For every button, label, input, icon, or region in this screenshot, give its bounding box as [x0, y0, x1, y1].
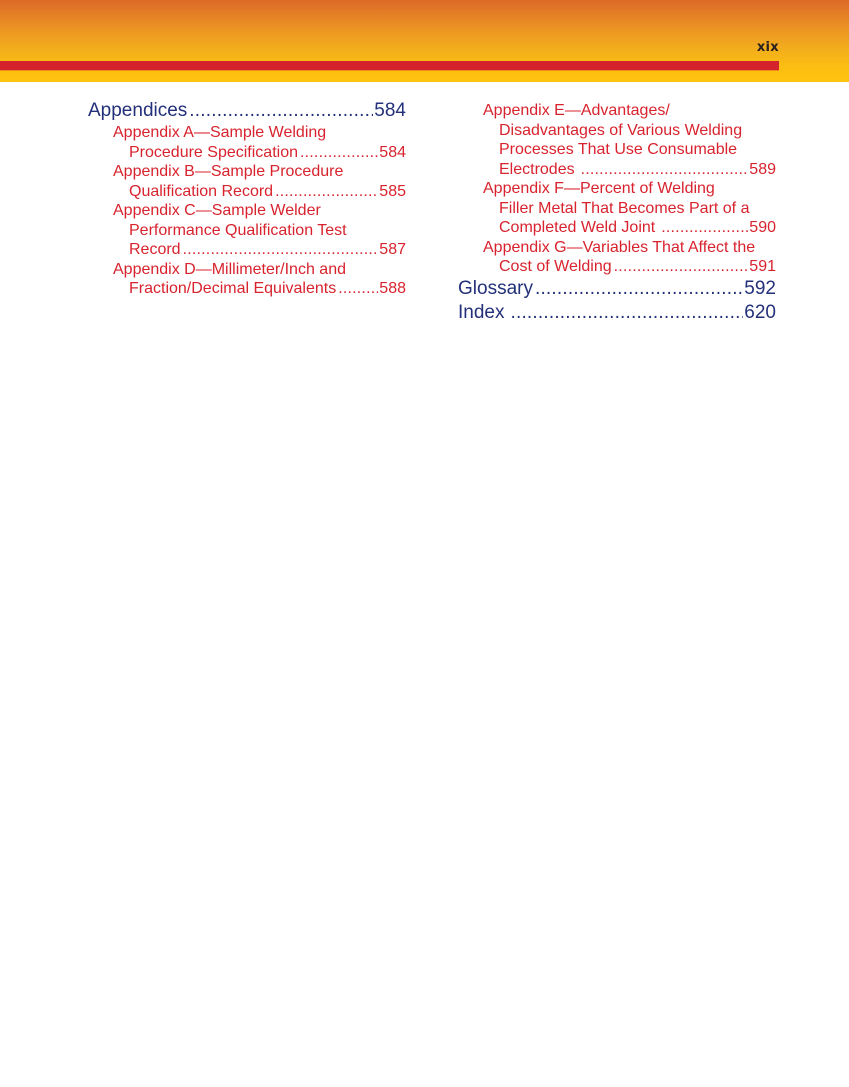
dot-leader [614, 257, 749, 277]
toc-page-number: 584 [374, 100, 406, 121]
toc-page-number: 592 [744, 277, 776, 299]
toc-page-number: 620 [744, 301, 776, 323]
dot-leader [510, 301, 743, 325]
toc-entry-title: Appendix E—Advantages/ [483, 102, 670, 119]
toc-entry-title-cont: Fraction/Decimal Equivalents [129, 280, 337, 297]
toc-entry-title: Appendix B—Sample Procedure [113, 163, 344, 180]
toc-entry-appendix-e[interactable] [458, 101, 776, 179]
toc-entry-title-cont: Performance Qualification Test [129, 221, 347, 239]
toc-entry-appendices[interactable] [88, 99, 406, 123]
dot-leader [275, 182, 378, 202]
toc-entry-appendix-a[interactable] [88, 123, 406, 162]
header-red-stripe [0, 61, 779, 70]
page-header-band [0, 0, 849, 82]
toc-page-number: 590 [749, 219, 776, 236]
toc-page-number: 587 [379, 241, 406, 258]
toc-entry-appendix-b[interactable] [88, 162, 406, 201]
toc-entry-title-cont: Completed Weld Joint [499, 219, 656, 236]
dot-leader [581, 160, 749, 180]
page-number: xix [756, 40, 779, 55]
dot-leader [183, 240, 379, 260]
dot-leader [338, 279, 378, 299]
toc-entry-title-cont: Cost of Welding [499, 258, 612, 275]
toc-entry-appendix-c[interactable] [88, 201, 406, 260]
dot-leader [189, 99, 373, 123]
toc-entry-title: Index [458, 301, 505, 323]
toc-entry-title-cont: Record [129, 241, 181, 258]
toc-entry-index[interactable] [458, 301, 776, 325]
toc-entry-glossary[interactable] [458, 277, 776, 301]
toc-column-left [88, 99, 406, 299]
dot-leader [300, 143, 378, 163]
toc-page-number: 591 [749, 258, 776, 275]
toc-page-number: 585 [379, 182, 406, 200]
toc-page-number: 589 [749, 160, 776, 178]
toc-column-right [458, 101, 776, 325]
toc-entry-title: Appendix F—Percent of Welding [483, 180, 715, 197]
toc-entry-title: Appendices [88, 100, 188, 121]
dot-leader [535, 277, 743, 301]
toc-page-number: 588 [379, 280, 406, 297]
toc-page-number: 584 [379, 143, 406, 161]
toc-entry-title-cont: Qualification Record [129, 182, 274, 200]
dot-leader [661, 218, 748, 238]
toc-entry-title: Appendix A—Sample Welding [113, 124, 327, 141]
toc-entry-title: Appendix D—Millimeter/Inch and [113, 260, 346, 278]
toc-entry-appendix-g[interactable] [458, 238, 776, 277]
toc-entry-title-cont: Electrodes [499, 160, 575, 178]
toc-entry-title-cont: Filler Metal That Becomes Part of a [499, 199, 750, 217]
toc-entry-title-cont: Disadvantages of Various Welding [499, 121, 743, 139]
toc-entry-title: Glossary [458, 277, 533, 299]
toc-entry-title-cont: Processes That Use Consumable [499, 141, 738, 158]
toc-entry-appendix-f[interactable] [458, 179, 776, 238]
toc-entry-title: Appendix G—Variables That Affect the [483, 238, 756, 256]
toc-entry-title-cont: Procedure Specification [129, 143, 298, 161]
toc-entry-appendix-d[interactable] [88, 260, 406, 299]
toc-entry-title: Appendix C—Sample Welder [113, 202, 321, 219]
